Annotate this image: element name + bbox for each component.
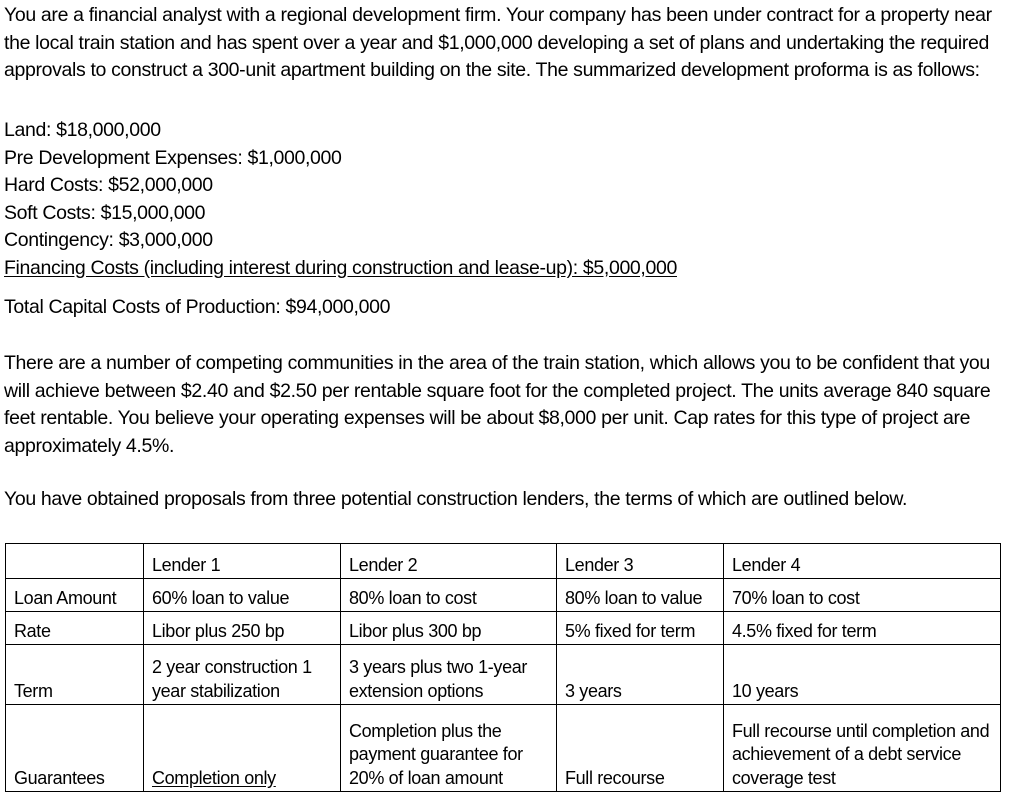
land-cost: Land: $18,000,000	[4, 119, 161, 141]
cell-lender-1-term: 2 year construction 1 year stabilization	[144, 645, 341, 705]
cell-lender-3-term: 3 years	[557, 645, 724, 705]
cell-lender-3-loan-amount: 80% loan to value	[557, 579, 724, 612]
row-label-term: Term	[6, 645, 144, 705]
cell-lender-2-guarantees: Completion plus the payment guarantee for 20% of loan amount	[341, 705, 557, 792]
cell-lender-3-rate: 5% fixed for term	[557, 612, 724, 645]
cell-lender-3-guarantees: Full recourse	[557, 705, 724, 792]
cell-lender-1-guarantees	[144, 705, 341, 792]
header-lender-3: Lender 3	[557, 544, 724, 579]
header-lender-1: Lender 1	[144, 544, 341, 579]
cell-lender-2-loan-amount: 80% loan to cost	[341, 579, 557, 612]
cell-lender-1-rate: Libor plus 250 bp	[144, 612, 341, 645]
table-row-rate	[6, 612, 1001, 645]
row-label-loan-amount: Loan Amount	[6, 579, 144, 612]
header-lender-2: Lender 2	[341, 544, 557, 579]
total-capital-costs: Total Capital Costs of Production: $94,000,000	[4, 296, 391, 318]
table-row-guarantees	[6, 705, 1001, 792]
row-label-guarantees: Guarantees	[6, 705, 144, 792]
table-header-row	[6, 544, 1001, 579]
table-row-loan-amount	[6, 579, 1001, 612]
header-lender-4: Lender 4	[724, 544, 1001, 579]
intro-paragraph: You are a financial analyst with a regional development firm. Your company has been under contract for a property near the local train station and has spent over a year and $1,000,000 developing a set of plans and undertaking the required approvals to construct a 300-unit apartment building on the site. The summarized development proforma is as follows:	[4, 4, 992, 81]
cell-lender-2-term: 3 years plus two 1-year extension options	[341, 645, 557, 705]
proposals-intro: You have obtained proposals from three potential construction lenders, the terms of which are outlined below.	[4, 488, 908, 510]
pre-development-cost: Pre Development Expenses: $1,000,000	[4, 146, 342, 169]
contingency-cost: Contingency: $3,000,000	[4, 229, 213, 251]
soft-costs: Soft Costs: $15,000,000	[4, 201, 206, 224]
hard-costs: Hard Costs: $52,000,000	[4, 174, 213, 196]
lender-terms-table	[5, 543, 1001, 792]
market-paragraph: There are a number of competing communities in the area of the train station, which allows you to be confident that you will achieve between $2.40 and $2.50 per rentable square foot for the completed project. The units average 840 square feet rentable. You believe your operating expenses will be about $8,000 per unit. Cap rates for this type of project are approximately 4.5%.	[4, 352, 991, 457]
cell-lender-4-rate: 4.5% fixed for term	[724, 612, 1001, 645]
cell-lender-1-loan-amount: 60% loan to value	[144, 579, 341, 612]
header-cell-empty	[6, 544, 144, 579]
proforma-list	[4, 117, 677, 282]
table-row-term	[6, 645, 1001, 705]
cell-lender-4-term: 10 years	[724, 645, 1001, 705]
row-label-rate: Rate	[6, 612, 144, 645]
cell-lender-4-guarantees: Full recourse until completion and achievement of a debt service coverage test	[724, 705, 1001, 792]
cell-lender-4-loan-amount: 70% loan to cost	[724, 579, 1001, 612]
cell-lender-2-rate: Libor plus 300 bp	[341, 612, 557, 645]
cell-lender-1-guarantees-text: Completion only	[152, 767, 276, 788]
financing-costs: Financing Costs (including interest during construction and lease-up): $5,000,000	[4, 256, 677, 279]
